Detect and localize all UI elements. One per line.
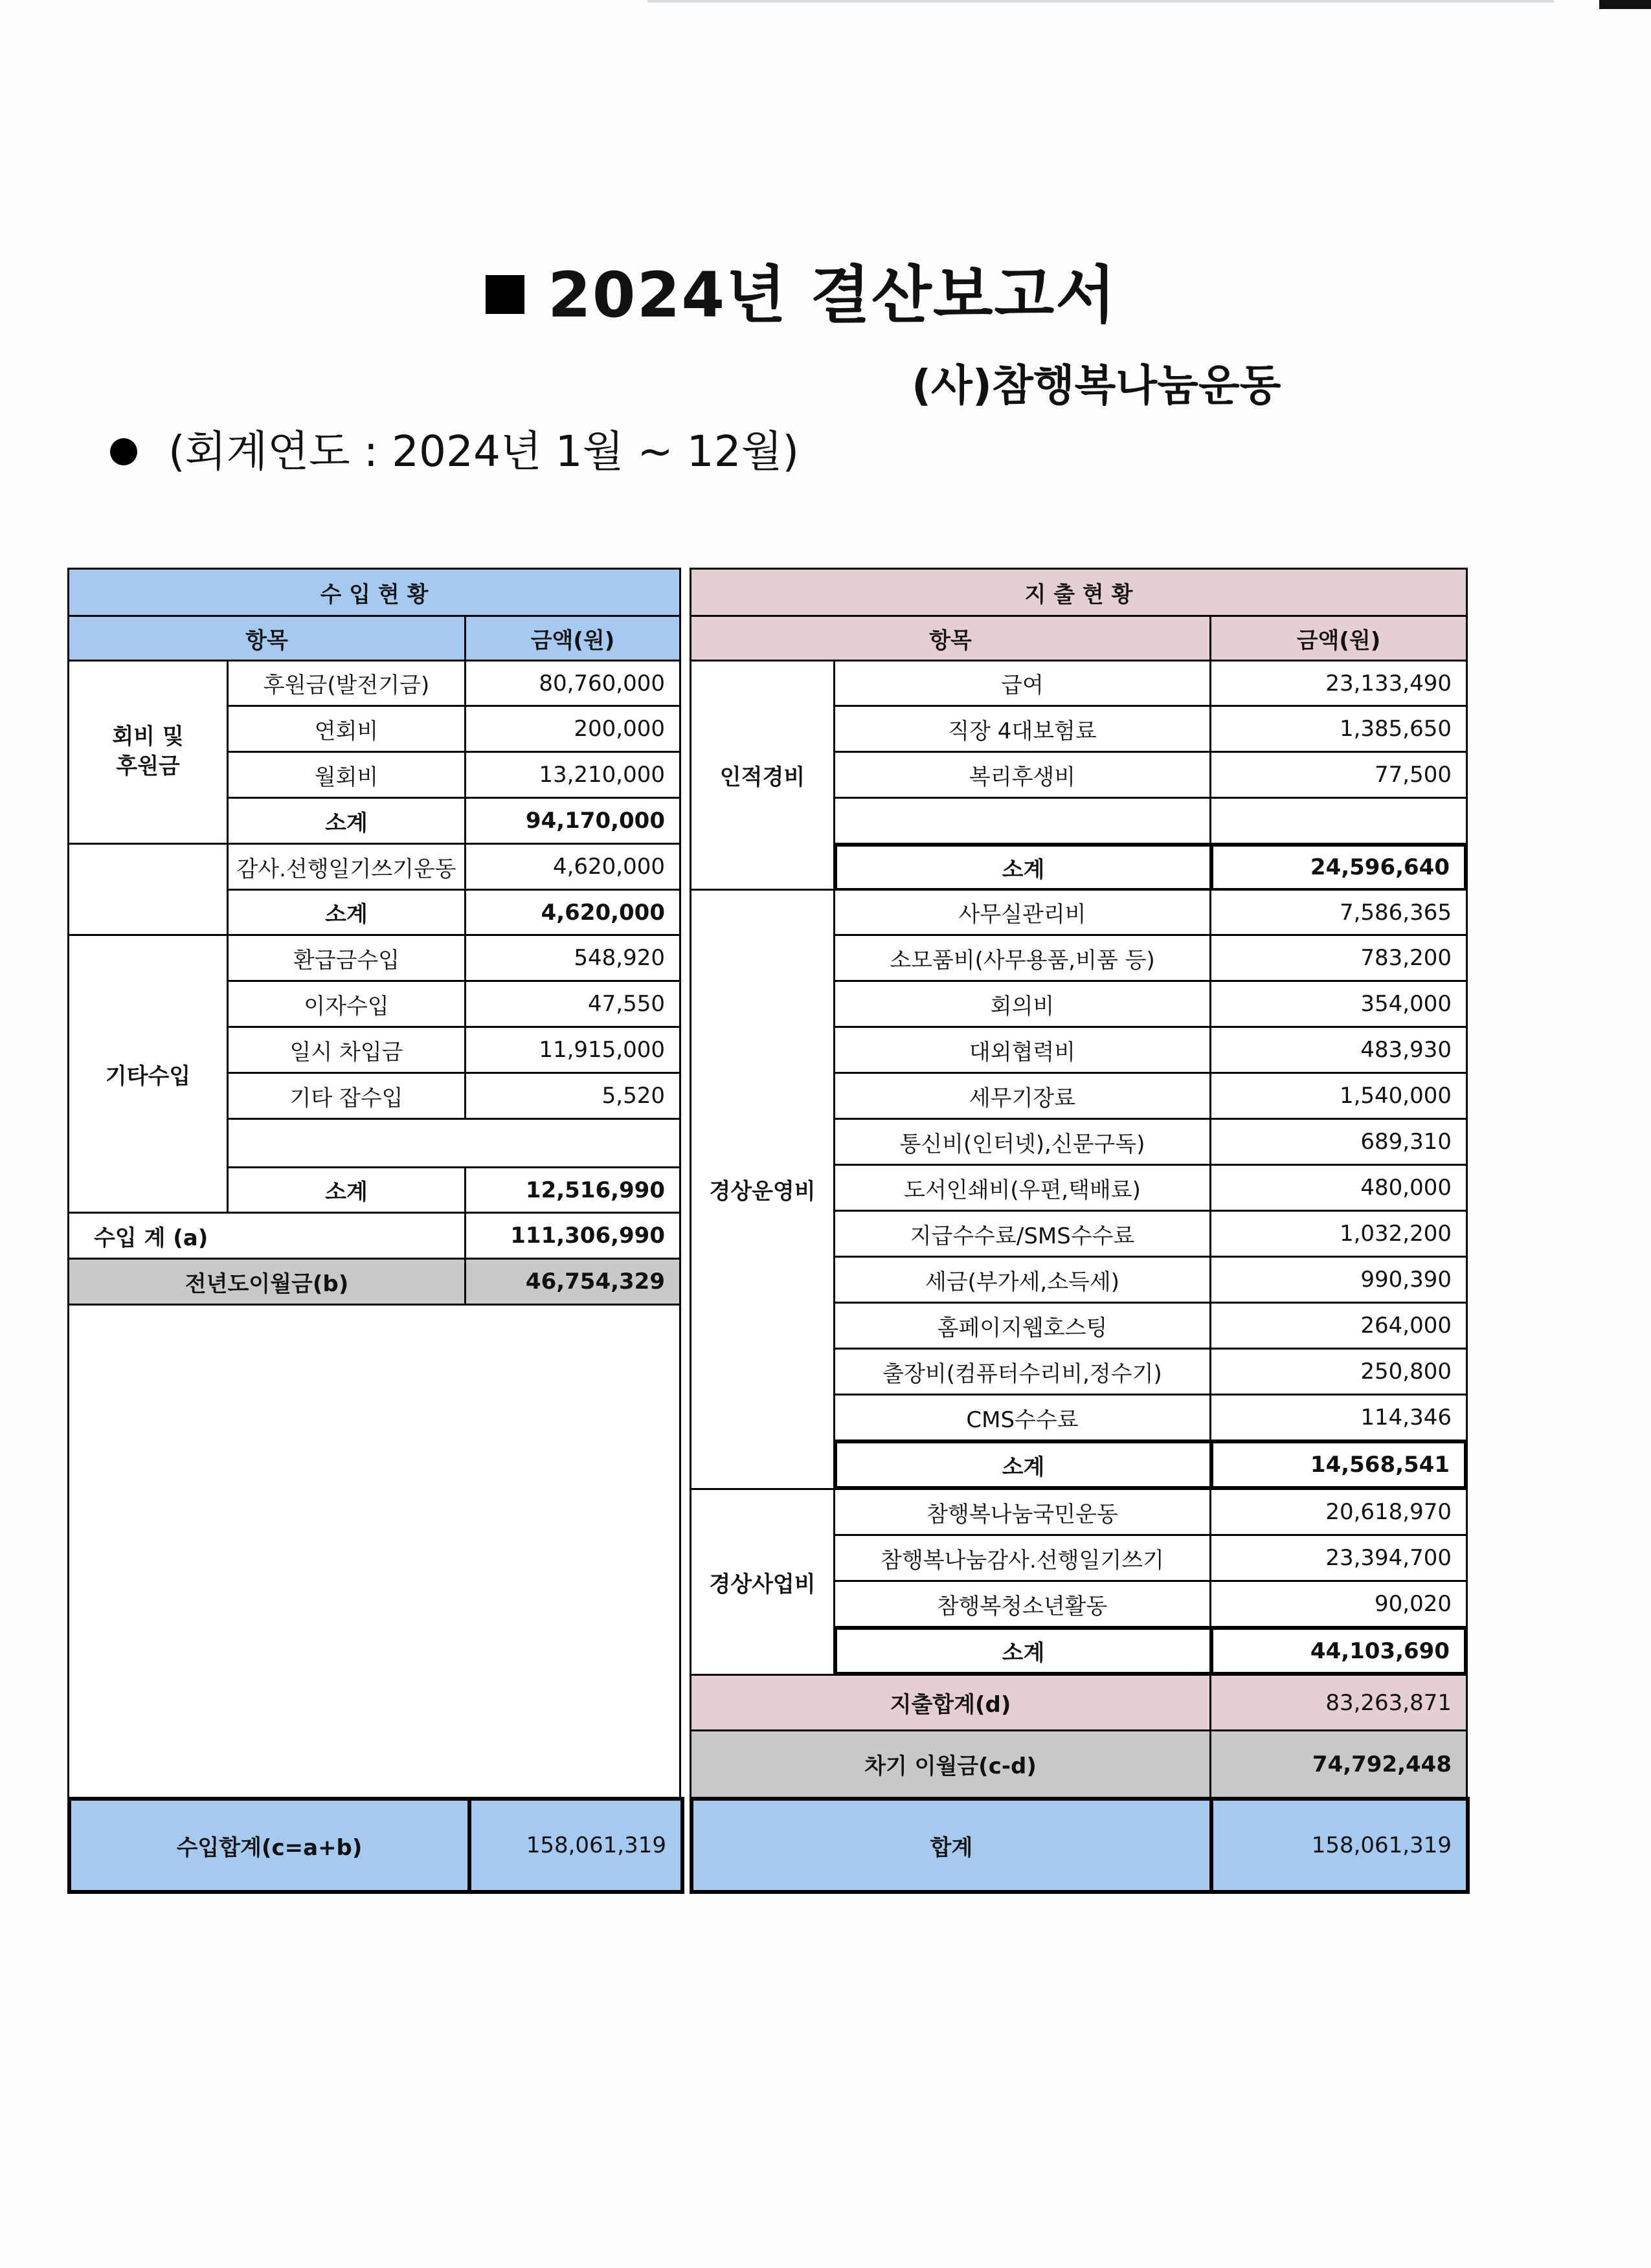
expense-item: 복리후생비: [833, 751, 1211, 799]
expense-amount: 77,500: [1209, 751, 1468, 799]
expense-item: 급여: [833, 660, 1211, 707]
expense-total-d-amount: 83,263,871: [1209, 1674, 1468, 1731]
income-item: 기타 잡수입: [227, 1072, 466, 1120]
next-carryover-label: 차기 이월금(c-d): [690, 1729, 1211, 1799]
income-amount: 47,550: [464, 980, 681, 1028]
expense-empty-amount: [1209, 797, 1468, 845]
expense-amount: 354,000: [1209, 980, 1468, 1028]
expense-grand-total-amount: 158,061,319: [1209, 1797, 1470, 1894]
income-item: 감사.선행일기쓰기운동: [227, 843, 466, 891]
income-total-a-amount: 111,306,990: [464, 1212, 681, 1260]
expense-grand-total-label: 합계: [690, 1797, 1213, 1894]
expense-col-item: 항목: [690, 615, 1211, 662]
income-blank-area: [67, 1304, 681, 1799]
expense-item: 세무기장료: [833, 1072, 1211, 1120]
income-amount: 5,520: [464, 1072, 681, 1120]
organization-name: (사)참행복나눔운동: [912, 361, 1281, 410]
income-subtotal-label: 소계: [227, 1166, 466, 1214]
expense-amount: 483,930: [1209, 1026, 1468, 1074]
expense-subtotal-label: 소계: [833, 1626, 1213, 1676]
next-carryover-amount: 74,792,448: [1209, 1729, 1468, 1799]
income-group-campaign: [67, 843, 229, 936]
income-subtotal-label: 소계: [227, 889, 466, 936]
income-col-item: 항목: [67, 615, 466, 662]
income-header: 수 입 현 황: [67, 568, 681, 617]
expense-amount: 23,394,700: [1209, 1534, 1468, 1582]
expense-amount: 264,000: [1209, 1302, 1468, 1350]
expense-amount: 783,200: [1209, 934, 1468, 982]
expense-item: 소모품비(사무용품,비품 등): [833, 934, 1211, 982]
expense-subtotal-label: 소계: [833, 1440, 1213, 1490]
income-col-amount: 금액(원): [464, 615, 681, 662]
income-item: 후원금(발전기금): [227, 660, 466, 707]
expense-amount: 480,000: [1209, 1164, 1468, 1212]
expense-subtotal-amount: 44,103,690: [1209, 1626, 1468, 1676]
expense-header: 지 출 현 황: [690, 568, 1468, 617]
expense-amount: 20,618,970: [1209, 1488, 1468, 1536]
expense-amount: 114,346: [1209, 1394, 1468, 1441]
title-text: 2024년 결산보고서: [548, 259, 1118, 331]
income-total-a-label: 수입 계 (a): [67, 1212, 466, 1260]
expense-amount: 689,310: [1209, 1118, 1468, 1166]
period-text: (회계연도 : 2024년 1월 ~ 12월): [168, 427, 800, 476]
carryover-label: 전년도이월금(b): [67, 1258, 466, 1306]
expense-amount: 7,586,365: [1209, 889, 1468, 936]
income-amount: 200,000: [464, 705, 681, 753]
expense-amount: 1,385,650: [1209, 705, 1468, 753]
expense-amount: 23,133,490: [1209, 660, 1468, 707]
income-item: 월회비: [227, 751, 466, 799]
expense-item: 대외협력비: [833, 1026, 1211, 1074]
expense-item: 홈페이지웹호스팅: [833, 1302, 1211, 1350]
expense-item: 참행복나눔국민운동: [833, 1488, 1211, 1536]
expense-col-amount: 금액(원): [1209, 615, 1468, 662]
expense-subtotal-label: 소계: [833, 843, 1213, 892]
expense-item: 회의비: [833, 980, 1211, 1028]
expense-group-operating: 경상운영비: [690, 889, 835, 1490]
expense-subtotal-amount: 14,568,541: [1209, 1440, 1468, 1490]
expense-item: 세금(부가세,소득세): [833, 1256, 1211, 1304]
income-item: 일시 차입금: [227, 1026, 466, 1074]
expense-item: 통신비(인터넷),신문구독): [833, 1118, 1211, 1166]
income-grand-total-amount: 158,061,319: [467, 1797, 684, 1894]
expense-total-d-label: 지출합계(d): [690, 1674, 1211, 1731]
income-subtotal-amount: 12,516,990: [464, 1166, 681, 1214]
income-amount: 80,760,000: [464, 660, 681, 707]
income-group-other: 기타수입: [67, 934, 229, 1214]
income-amount: 4,620,000: [464, 843, 681, 891]
income-item: 이자수입: [227, 980, 466, 1028]
income-amount: 13,210,000: [464, 751, 681, 799]
expense-amount: 990,390: [1209, 1256, 1468, 1304]
expense-amount: 90,020: [1209, 1580, 1468, 1628]
income-group-membership: 회비 및 후원금: [67, 660, 229, 845]
income-subtotal-amount: 94,170,000: [464, 797, 681, 845]
expense-amount: 1,032,200: [1209, 1210, 1468, 1258]
expense-amount: 250,800: [1209, 1348, 1468, 1395]
expense-item: 지급수수료/SMS수수료: [833, 1210, 1211, 1258]
income-empty-row: [227, 1118, 681, 1168]
expense-empty-row: [833, 797, 1211, 845]
income-grand-total-label: 수입합계(c=a+b): [67, 1797, 471, 1894]
expense-group-personnel: 인적경비: [690, 660, 835, 891]
expense-item: 참행복나눔감사.선행일기쓰기: [833, 1534, 1211, 1582]
income-item: 연회비: [227, 705, 466, 753]
expense-subtotal-amount: 24,596,640: [1209, 843, 1468, 892]
income-subtotal-amount: 4,620,000: [464, 889, 681, 936]
expense-item: 출장비(컴퓨터수리비,정수기): [833, 1348, 1211, 1395]
expense-item: CMS수수료: [833, 1394, 1211, 1441]
expense-amount: 1,540,000: [1209, 1072, 1468, 1120]
expense-item: 참행복청소년활동: [833, 1580, 1211, 1628]
expense-item: 도서인쇄비(우편,택배료): [833, 1164, 1211, 1212]
expense-item: 직장 4대보험료: [833, 705, 1211, 753]
income-amount: 11,915,000: [464, 1026, 681, 1074]
income-amount: 548,920: [464, 934, 681, 982]
income-subtotal-label: 소계: [227, 797, 466, 845]
income-item: 환급금수입: [227, 934, 466, 982]
carryover-amount: 46,754,329: [464, 1258, 681, 1306]
expense-item: 사무실관리비: [833, 889, 1211, 936]
expense-group-business: 경상사업비: [690, 1488, 835, 1676]
